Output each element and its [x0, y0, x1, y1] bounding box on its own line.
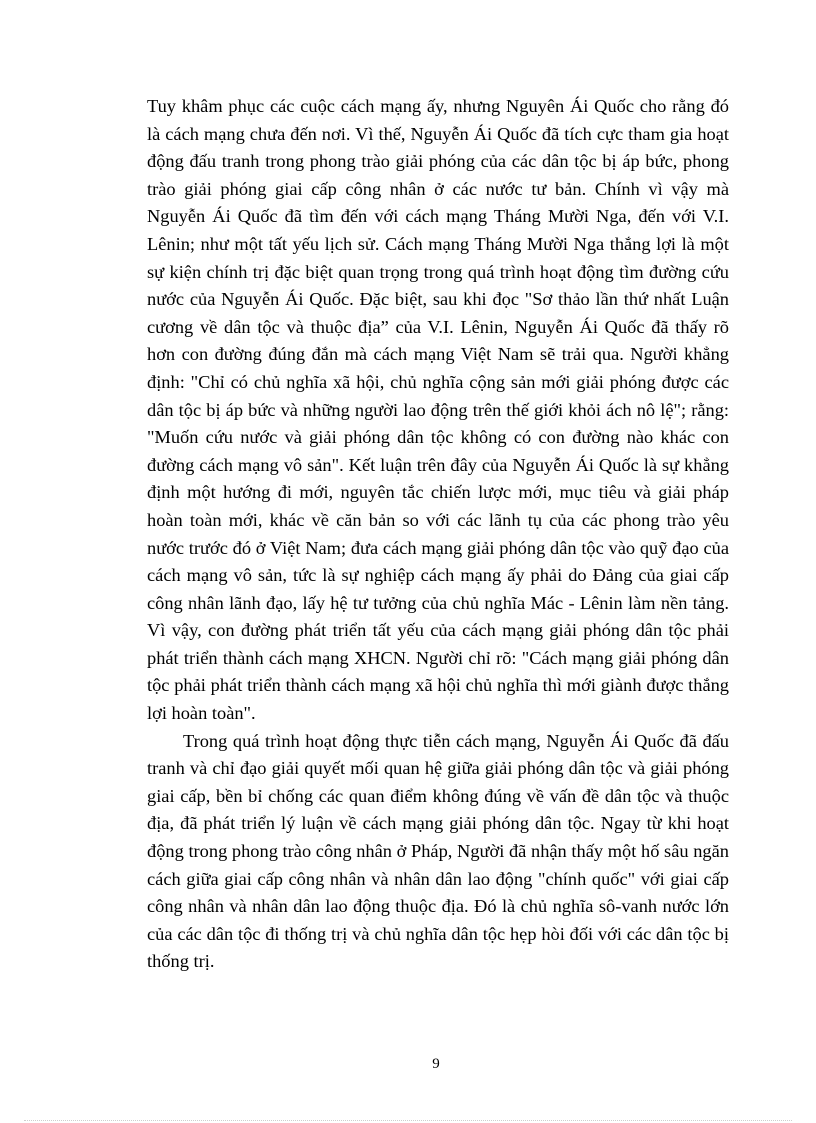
page-number: 9 [432, 1056, 440, 1072]
page-bottom-divider [24, 1120, 792, 1121]
paragraph-2: Trong quá trình hoạt động thực tiễn cách mạng, Nguyễn Ái Quốc đã đấu tranh và chỉ đạo giải quyết mối quan hệ giữa giải phóng dân tộc và giải phóng giai cấp, bền bỉ chống các quan điểm không đúng về vấn đề dân tộc và thuộc địa, đã phát triển lý luận về cách mạng giải phóng dân tộc. Ngay từ khi hoạt động trong phong trào công nhân ở Pháp, Người đã nhận thấy một hố sâu ngăn cách giữa giai cấp công nhân và nhân dân lao động "chính quốc" với giai cấp công nhân và nhân dân lao động thuộc địa. Đó là chủ nghĩa sô-vanh nước lớn của các dân tộc đi thống trị và chủ nghĩa dân tộc hẹp hòi đối với các dân tộc bị thống trị. [147, 730, 729, 972]
paragraph-1: Tuy khâm phục các cuộc cách mạng ấy, nhưng Nguyên Ái Quốc cho rằng đó là cách mạng chưa đến nơi. Vì thế, Nguyễn Ái Quốc đã tích cực tham gia hoạt động đấu tranh trong phong trào giải phóng của các dân tộc bị áp bức, phong trào giải phóng giai cấp công nhân ở các nước tư bản. Chính vì vậy mà Nguyễn Ái Quốc đã tìm đến với cách mạng Tháng Mười Nga, đến với V.I. Lênin; như một tất yếu lịch sử. Cách mạng Tháng Mười Nga thắng lợi là một sự kiện chính trị đặc biệt quan trọng trong quá trình hoạt động tìm đường cứu nước của Nguyễn Ái Quốc. Đặc biệt, sau khi đọc "Sơ thảo lần thứ nhất Luận cương về dân tộc và thuộc địa” của V.I. Lênin, Nguyễn Ái Quốc đã thấy rõ hơn con đường đúng đắn mà cách mạng Việt Nam sẽ trải qua. Người khẳng định: "Chỉ có chủ nghĩa xã hội, chủ nghĩa cộng sản mới giải phóng được các dân tộc bị áp bức và những người lao động trên thế giới khỏi ách nô lệ"; rằng: "Muốn cứu nước và giải phóng dân tộc không có con đường nào khác con đường cách mạng vô sản". Kết luận trên đây của Nguyễn Ái Quốc là sự khẳng định một hướng đi mới, nguyên tắc chiến lược mới, mục tiêu và giải pháp hoàn toàn mới, khác về căn bản so với các lãnh tụ của các phong trào yêu nước trước đó ở Việt Nam; đưa cách mạng giải phóng dân tộc vào quỹ đạo của cách mạng vô sản, tức là sự nghiệp cách mạng ấy phải do Đảng của giai cấp công nhân lãnh đạo, lấy hệ tư tưởng của chủ nghĩa Mác - Lênin làm nền tảng. Vì vậy, con đường phát triển tất yếu của cách mạng giải phóng dân tộc phải phát triển thành cách mạng XHCN. Người chỉ rõ: "Cách mạng giải phóng dân tộc phải phát triển thành cách mạng xã hội chủ nghĩa thì mới giành được thắng lợi hoàn toàn". [147, 96, 729, 724]
body-text [147, 93, 729, 976]
